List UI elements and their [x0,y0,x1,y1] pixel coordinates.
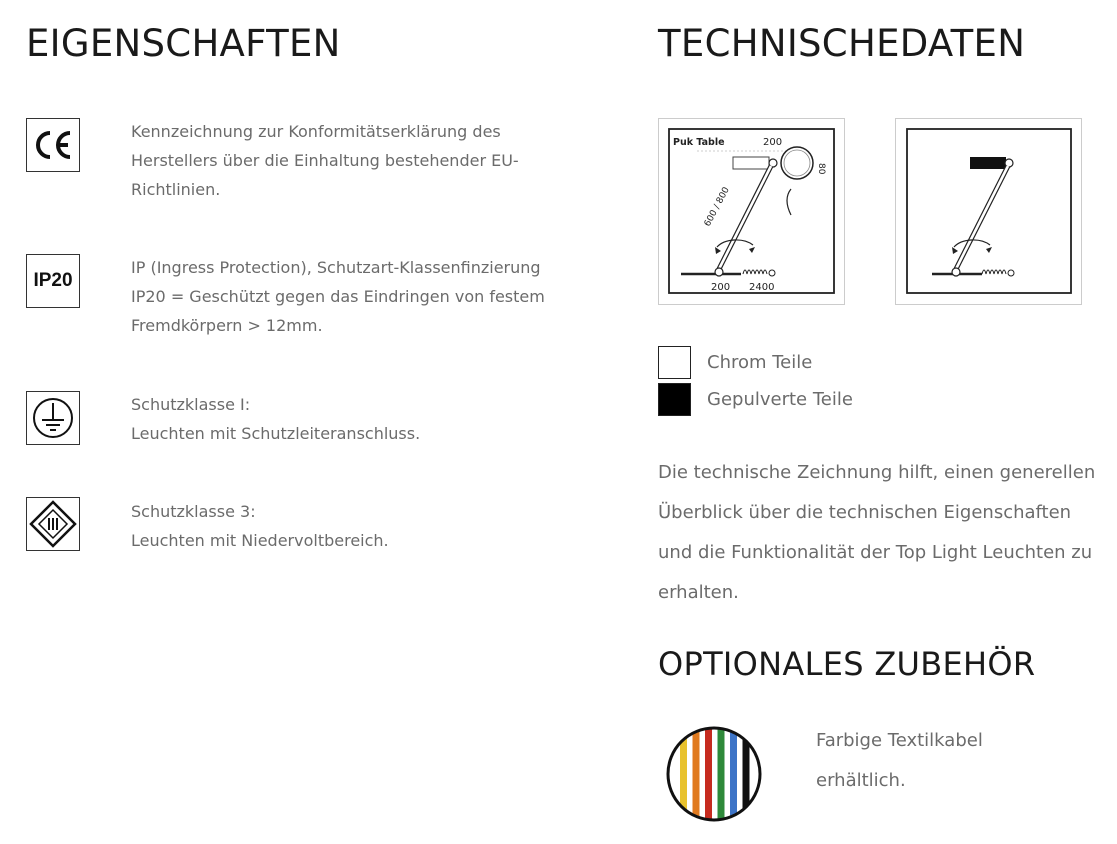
technical-description: Die technische Zeichnung hilft, einen generellen Überblick über die technischen Eigenschaften und die Funktionalität der Top Light Leuchten zu erhalten. [658,462,1096,603]
cable-stripe [705,720,712,824]
protection-class-3-icon [26,497,80,551]
cable-stripe [693,720,700,824]
ip20-icon [26,254,80,308]
cable-stripe [718,720,725,824]
dimension-side: 80 [816,163,826,175]
legend-powder-coated-label: Gepulverte Teile [707,389,853,410]
legend-chrome [658,346,812,379]
ce-description: Kennzeichnung zur Konformitätserklärung des Herstellers über die Einhaltung bestehender EU- Richtlinien. [131,122,519,199]
ip20-label: IP20 [33,270,73,291]
dimension-arm: 600 / 800 [702,185,732,229]
protection-class-1-icon [26,391,80,445]
technical-drawing-powder-coated [895,118,1082,305]
legend-chrome-label: Chrom Teile [707,352,813,373]
drawing-title: Puk Table [673,137,725,148]
properties-heading: EIGENSCHAFTEN [26,22,341,65]
chrome-swatch [658,346,691,379]
cable-stripe [730,720,737,824]
colored-cables-text: Farbige Textilkabel erhältlich. [816,730,983,791]
colored-cables-icon [662,720,766,824]
protection-class-3-description: Schutzklasse 3: Leuchten mit Niedervoltbereich. [131,502,389,550]
powder-coated-swatch [658,383,691,416]
legend-powder-coated [658,383,853,416]
protection-class-1-description: Schutzklasse I: Leuchten mit Schutzleiteranschluss. [131,395,421,443]
technical-data-heading: TECHNISCHEDATEN [658,22,1026,65]
technical-drawing-chrome [658,118,845,305]
optional-accessories-heading: OPTIONALES ZUBEHÖR [658,645,1036,683]
ce-mark-icon [26,118,80,172]
dimension-top: 200 [763,137,783,148]
dimension-base: 200 [711,282,731,293]
ip20-description: IP (Ingress Protection), Schutzart-Klassenfinzierung IP20 = Geschützt gegen das Eindringen von festem Fremdkörpern > 12mm. [131,258,545,335]
dimension-cable: 2400 [749,282,775,293]
